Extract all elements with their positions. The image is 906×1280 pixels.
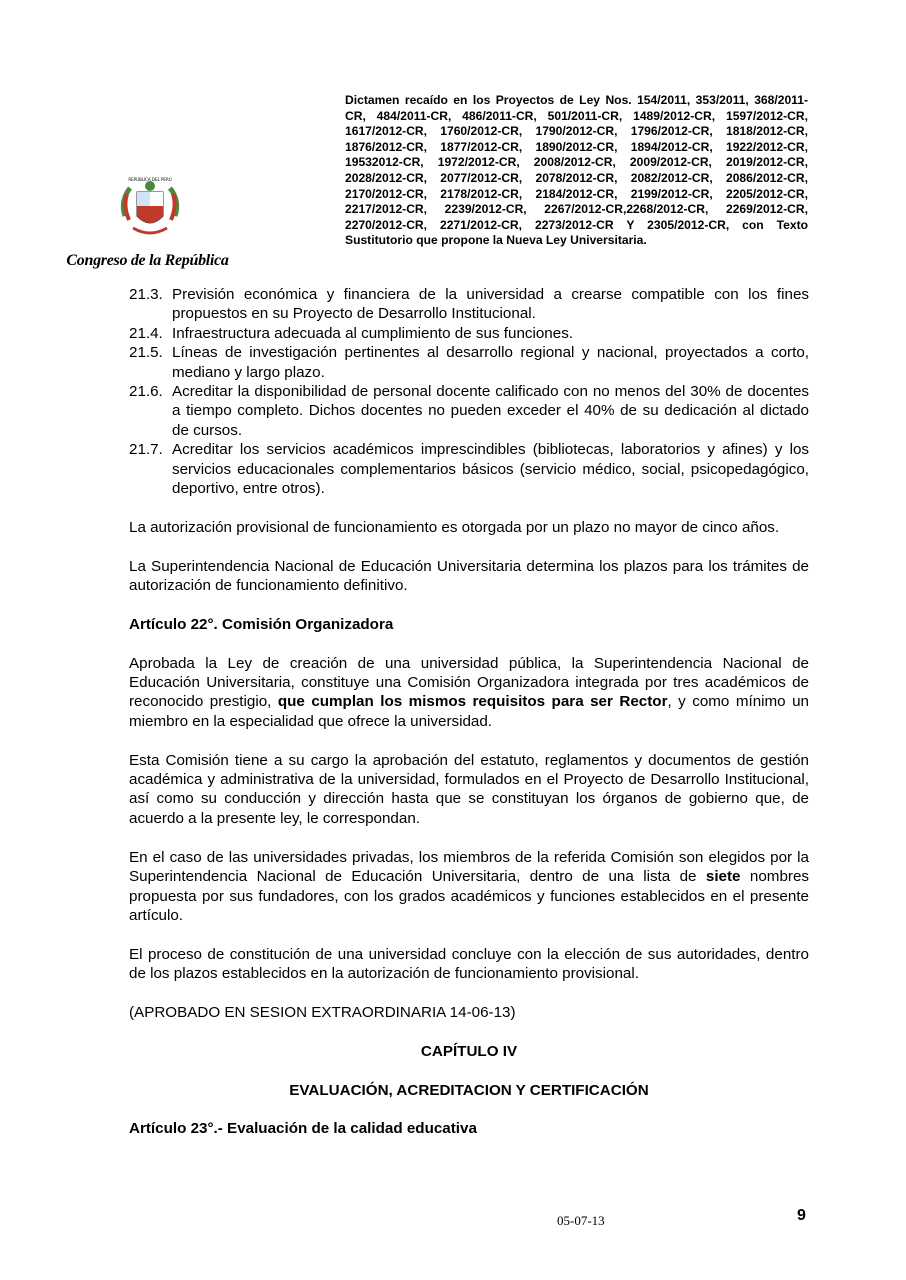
article-22-heading: Artículo 22°. Comisión Organizadora [129,615,394,633]
list-number: 21.4. [129,324,163,342]
article-22-paragraph-4: El proceso de constitución de una universidad concluye con la elección de sus autoridades, dentro de los plazos establecidos en la autorización de funcionamiento provisional. [129,945,809,983]
document-body [129,285,809,1139]
seal-label: REPÚBLICA DEL PERÚ [128,177,172,182]
article-22-paragraph-3 [129,848,809,926]
paragraph-superintendencia: La Superintendencia Nacional de Educación Universitaria determina los plazos para los trámites de autorización de funcionamiento definitivo. [129,557,809,595]
approval-note: (APROBADO EN SESION EXTRAORDINARIA 14-06-13) [129,1003,516,1021]
list-item [129,324,809,343]
text-run: En el caso de las universidades privadas, los miembros de la referida Comisión son elegidos por la Superintendencia Nacional de Educación Universitaria, dentro de una lista de [129,848,809,886]
text-run: Aprobada la Ley de creación de una universidad pública, la Superintendencia Nacional de Educación Universitaria, constituye una Comisión Organizadora integrada por tres académicos de reconocido prestigio, [129,654,809,711]
page-number: 9 [797,1207,806,1224]
text-run: , y como mínimo un miembro en la especialidad que ofrece la universidad. [129,693,809,730]
list-item [129,343,809,382]
list-item [129,440,809,498]
bold-text-run: que cumplan los mismos requisitos para ser Rector [277,693,668,711]
list-item [129,382,809,440]
institution-name: Congreso de la República [66,252,229,269]
dictamen-header: Dictamen recaído en los Proyectos de Ley Nos. 154/2011, 353/2011, 368/2011-CR, 484/2011-CR, 486/2011-CR, 501/2011-CR, 1489/2012-CR, 1597/2012-CR, 1617/2012-CR, 1760/2012-CR, 1790/2012-CR, 1796/2012-CR, 1818/2012-CR, 1876/2012-CR, 1877/2012-CR, 1890/2012-CR, 1894/2012-CR, 1922/2012-CR, 19532012-CR, 1972/2012-CR, 2008/2012-CR, 2009/2012-CR, 2019/2012-CR, 2028/2012-CR, 2077/2012-CR, 2078/2012-CR, 2082/2012-CR, 2086/2012-CR, 2170/2012-CR, 2178/2012-CR, 2184/2012-CR, 2199/2012-CR, 2205/2012-CR, 2217/2012-CR, 2239/2012-CR, 2267/2012-CR,2268/2012-CR, 2269/2012-CR, 2270/2012-CR, 2271/2012-CR, 2273/2012-CR Y 2305/2012-CR, con Texto Sustitutorio que propone la Nueva Ley Universitaria. [345,93,808,248]
coat-of-arms-icon [115,176,185,246]
logo-block [60,176,240,246]
list-number: 21.5. [129,344,163,362]
footer-date: 05-07-13 [557,1213,605,1228]
text-run: nombres propuesta por sus fundadores, con los grados académicos y funciones establecidos en el presente artículo. [129,868,809,924]
article-22-paragraph-1 [129,654,809,732]
list-number: 21.7. [129,441,163,459]
list-item [129,285,809,324]
list-text: Previsión económica y financiera de la universidad a crearse compatible con los fines propuestos en su Proyecto de Desarrollo Institucional. [172,286,809,323]
paragraph-autorizacion: La autorización provisional de funcionamiento es otorgada por un plazo no mayor de cinco años. [129,518,780,536]
chapter-title: EVALUACIÓN, ACREDITACION Y CERTIFICACIÓN [289,1081,649,1099]
list-number: 21.3. [129,286,163,303]
bold-text-run: siete [705,868,741,886]
list-text: Acreditar la disponibilidad de personal docente calificado con no menos del 30% de docentes a tiempo completo. Dichos docentes no pueden exceder el 40% de su dedicación al dictado de cursos. [172,383,809,439]
article-23-heading: Artículo 23°.- Evaluación de la calidad educativa [129,1120,477,1138]
chapter-number: CAPÍTULO IV [420,1042,518,1060]
article-22-paragraph-2: Esta Comisión tiene a su cargo la aprobación del estatuto, reglamentos y documentos de gestión académica y administrativa de la universidad, formulados en el Proyecto de Desarrollo Institucional, así como su conducción y dirección hasta que se constituyan los órganos de gobierno que, de acuerdo a la presente ley, le correspondan. [129,751,809,827]
list-text: Infraestructura adecuada al cumplimiento de sus funciones. [172,324,574,342]
list-text: Acreditar los servicios académicos imprescindibles (bibliotecas, laboratorios y afines) y los servicios educacionales complementarios básicos (servicio médico, social, psicopedagógico, deportivo, entre otros). [172,441,809,498]
list-number: 21.6. [129,383,163,401]
list-text: Líneas de investigación pertinentes al desarrollo regional y nacional, proyectados a corto, mediano y largo plazo. [172,344,809,381]
